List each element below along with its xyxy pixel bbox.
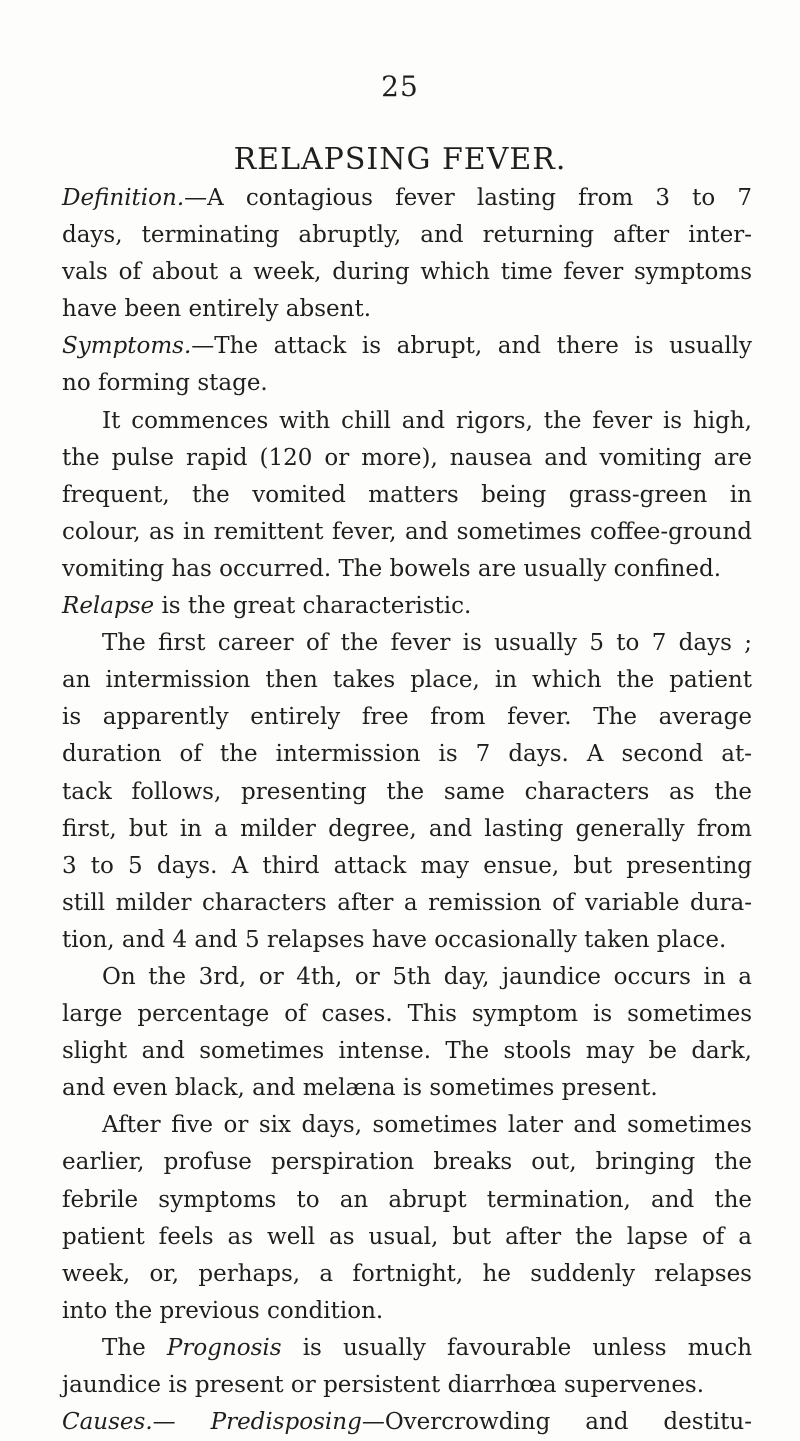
text-line (62, 1070, 752, 1107)
text-line (62, 1293, 752, 1330)
text-line (62, 291, 752, 328)
text-segment: After five or six days, sometimes later and sometimes (102, 1112, 752, 1139)
text-segment: large percentage of cases. This symptom is sometimes (62, 1001, 752, 1028)
text-segment: is the great characteristic. (154, 593, 472, 620)
text-line (62, 996, 752, 1033)
italic-heading: Relapse (62, 593, 155, 620)
text-line (62, 922, 752, 959)
text-line (62, 736, 752, 773)
chapter-title: RELAPSING FEVER. (233, 142, 567, 177)
text-segment: The (102, 1334, 167, 1361)
text-segment: febrile symptoms to an abrupt termination, and the (62, 1186, 752, 1213)
text-segment: is usually favourable unless much (281, 1334, 753, 1361)
text-segment: jaundice is present or persistent diarrhœa supervenes. (62, 1372, 705, 1398)
text-line (62, 403, 752, 440)
text-segment: —A contagious fever lasting from 3 to 7 (184, 185, 752, 211)
text-line (62, 551, 752, 588)
text-line (62, 477, 752, 514)
text-segment: slight and sometimes intense. The stools may be dark, (62, 1038, 752, 1065)
body-text (62, 180, 752, 1441)
text-line (62, 811, 752, 848)
text-segment: On the 3rd, or 4th, or 5th day, jaundice occurs in a (102, 963, 752, 990)
text-line (62, 1330, 752, 1367)
text-segment: patient feels as well as usual, but after the lapse of a (62, 1223, 752, 1250)
text-line (62, 1144, 752, 1181)
text-segment: tack follows, presenting the same characters as the (62, 778, 752, 805)
text-segment: first, but in a milder degree, and lasting generally from (62, 815, 752, 842)
text-line (62, 662, 752, 699)
text-segment: colour, as in remittent fever, and sometimes coffee-ground (62, 518, 752, 545)
text-segment: is apparently entirely free from fever. The average (62, 704, 752, 731)
text-line (62, 1404, 752, 1441)
text-segment: 3 to 5 days. A third attack may ensue, but presenting (62, 852, 752, 879)
text-segment: —The attack is abrupt, and there is usually (191, 333, 752, 360)
text-line (62, 959, 752, 996)
text-line (62, 180, 752, 217)
page-number: 25 (381, 70, 419, 103)
text-segment: vomiting has occurred. The bowels are usually confined. (62, 555, 722, 582)
text-line (62, 1033, 752, 1070)
text-segment: week, or, perhaps, a fortnight, he suddenly relapses (62, 1260, 752, 1287)
text-segment: vals of about a week, during which time fever symptoms (62, 259, 752, 286)
text-segment: frequent, the vomited matters being grass-green in (62, 481, 752, 508)
text-segment: earlier, profuse perspiration breaks out, bringing the (62, 1149, 752, 1176)
text-line (62, 625, 752, 662)
italic-heading: Symptoms. (62, 333, 192, 360)
text-line (62, 699, 752, 736)
text-line (62, 440, 752, 477)
text-segment: into the previous condition. (62, 1297, 384, 1324)
text-segment: — (152, 1409, 211, 1436)
italic-heading: Predisposing (210, 1409, 362, 1436)
text-line (62, 365, 752, 402)
text-line (62, 1367, 752, 1404)
text-segment: still milder characters after a remission of variable dura- (62, 889, 752, 916)
text-segment: have been entirely absent. (62, 296, 372, 323)
text-segment: days, terminating abruptly, and returning after inter- (62, 222, 752, 249)
text-segment: no forming stage. (62, 370, 268, 397)
text-segment: an intermission then takes place, in which the patient (62, 667, 752, 694)
text-segment: It commences with chill and rigors, the fever is high, (102, 407, 752, 434)
text-line (62, 217, 752, 254)
text-segment: duration of the intermission is 7 days. A second at- (62, 741, 752, 768)
text-line (62, 588, 752, 625)
text-line (62, 328, 752, 365)
text-line (62, 885, 752, 922)
text-segment: and even black, and melæna is sometimes present. (62, 1075, 658, 1102)
text-line (62, 1182, 752, 1219)
text-segment: the pulse rapid (120 or more), nausea and vomiting are (62, 444, 752, 471)
text-line (62, 514, 752, 551)
text-segment: tion, and 4 and 5 relapses have occasionally taken place. (62, 926, 727, 953)
text-line (62, 848, 752, 885)
text-line (62, 254, 752, 291)
text-segment: The first career of the fever is usually 5 to 7 days ; (102, 630, 752, 657)
text-segment: —Overcrowding and destitu- (361, 1409, 752, 1436)
italic-heading: Causes. (62, 1409, 153, 1436)
italic-heading: Definition. (62, 185, 185, 211)
text-line (62, 1256, 752, 1293)
text-line (62, 774, 752, 811)
italic-heading: Prognosis (166, 1334, 282, 1361)
text-line (62, 1219, 752, 1256)
text-line (62, 1107, 752, 1144)
